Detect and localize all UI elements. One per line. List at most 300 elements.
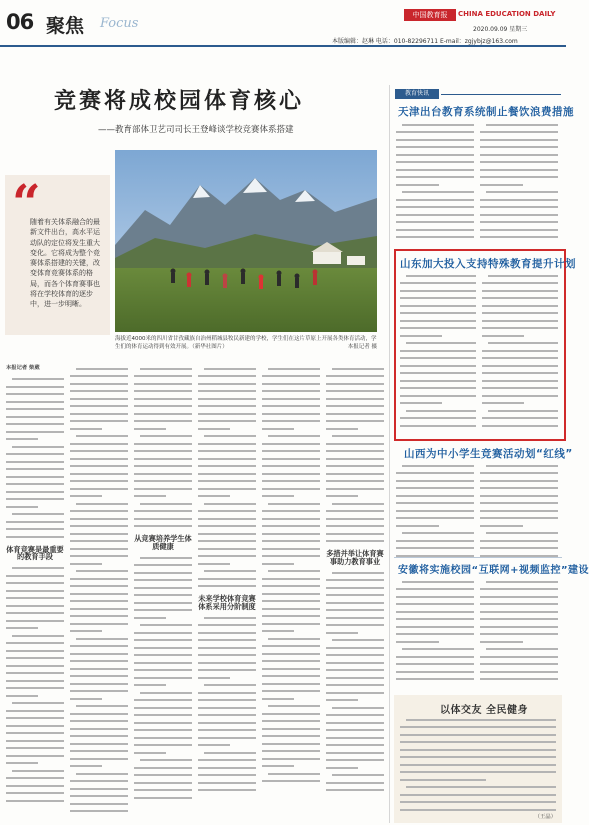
text-line: [262, 725, 320, 733]
text-line: [396, 552, 474, 560]
text-line: [134, 689, 192, 697]
text-line: [326, 727, 384, 735]
text-line: [198, 553, 256, 561]
text-line: [134, 380, 192, 388]
text-line: [326, 584, 384, 592]
text-line: [6, 443, 64, 451]
text-line: [262, 388, 320, 396]
text-line: [326, 644, 384, 652]
feature-title: 以体交友 全民健身: [440, 705, 528, 716]
text-line: [134, 577, 192, 585]
text-line: [134, 727, 192, 735]
text-line: [70, 658, 128, 666]
text-line: [134, 742, 192, 750]
text-line: [396, 593, 474, 601]
text-line: [134, 622, 192, 630]
text-line: [480, 578, 558, 586]
text-line: [70, 583, 128, 591]
text-line: [326, 689, 384, 697]
text-line: [262, 500, 320, 508]
text-line: [6, 511, 64, 519]
text-line: [6, 428, 64, 436]
text-line: [480, 586, 558, 594]
text-line: [400, 295, 476, 303]
text-line: [6, 458, 64, 466]
text-line: [134, 734, 192, 742]
text-line: [396, 226, 474, 234]
text-line: [482, 302, 558, 310]
text-line: [70, 365, 128, 373]
text-line: [396, 530, 474, 538]
text-line: [262, 755, 320, 763]
text-line: [326, 577, 384, 585]
text-line: [6, 722, 64, 730]
text-line: [326, 659, 384, 667]
text-line: [262, 628, 320, 636]
editor-info: 本版编辑：赵琳 电话：010-82296711 E-mail：zgjybjz@163.com: [332, 38, 518, 45]
text-line: [482, 400, 558, 408]
text-line: [70, 688, 128, 696]
news-body-shandong-2: [482, 272, 558, 430]
text-line: [326, 712, 384, 720]
text-line: [70, 740, 128, 748]
text-line: [262, 493, 320, 501]
text-line: [400, 724, 556, 732]
text-line: [6, 782, 64, 790]
text-line: [396, 159, 474, 167]
text-line: [396, 515, 474, 523]
text-line: [70, 440, 128, 448]
text-line: [326, 523, 384, 531]
news-divider: [394, 557, 562, 558]
text-line: [482, 377, 558, 385]
text-line: [70, 403, 128, 411]
text-line: [326, 742, 384, 750]
text-line: [400, 739, 556, 747]
text-line: [70, 710, 128, 718]
text-line: [396, 196, 474, 204]
text-line: [198, 508, 256, 516]
text-line: [198, 380, 256, 388]
text-line: [198, 779, 256, 787]
text-line: [482, 340, 558, 348]
text-line: [134, 779, 192, 787]
text-line: [262, 425, 320, 433]
text-line: [326, 395, 384, 403]
text-line: [198, 500, 256, 508]
text-line: [134, 433, 192, 441]
text-line: [6, 730, 64, 738]
text-line: [134, 682, 192, 690]
text-line: [262, 373, 320, 381]
news-photo: [115, 150, 377, 332]
text-line: [326, 749, 384, 757]
text-line: [134, 704, 192, 712]
text-line: [400, 347, 476, 355]
text-line: [482, 385, 558, 393]
text-line: [396, 676, 474, 684]
article-column-2: [70, 365, 128, 815]
text-line: [262, 770, 320, 778]
text-line: [480, 189, 558, 197]
text-line: [70, 635, 128, 643]
text-line: [134, 388, 192, 396]
text-line: [134, 569, 192, 577]
text-line: [134, 508, 192, 516]
text-line: [6, 737, 64, 745]
text-line: [6, 533, 64, 541]
text-line: [326, 515, 384, 523]
text-line: [6, 640, 64, 648]
text-line: [480, 129, 558, 137]
photo-credit: 本报记者 摄: [347, 343, 377, 350]
text-line: [396, 462, 474, 470]
text-line: [70, 418, 128, 426]
text-line: [262, 703, 320, 711]
text-line: [198, 545, 256, 553]
text-line: [6, 436, 64, 444]
text-line: [262, 575, 320, 583]
text-line: [262, 748, 320, 756]
text-line: [480, 204, 558, 212]
text-line: [480, 552, 558, 560]
text-line: [400, 340, 476, 348]
text-line: [198, 734, 256, 742]
section-title: 聚焦: [46, 15, 85, 37]
text-line: [326, 614, 384, 622]
text-line: [262, 740, 320, 748]
text-line: [262, 635, 320, 643]
text-line: [396, 144, 474, 152]
text-line: [480, 477, 558, 485]
text-line: [262, 403, 320, 411]
text-line: [262, 718, 320, 726]
text-line: [70, 643, 128, 651]
text-line: [480, 623, 558, 631]
text-line: [198, 448, 256, 456]
text-line: [482, 370, 558, 378]
text-line: [262, 530, 320, 538]
paper-logo: 中国教育报: [404, 9, 456, 21]
news-title-tianjin: 天津出台教育系统制止餐饮浪费措施: [398, 106, 574, 118]
news-body-shanxi-2: [480, 462, 558, 560]
text-line: [326, 719, 384, 727]
text-line: [480, 234, 558, 242]
article-column-4: [198, 365, 256, 794]
text-line: [482, 392, 558, 400]
text-line: [262, 538, 320, 546]
text-line: [480, 196, 558, 204]
text-line: [480, 174, 558, 182]
text-line: [262, 688, 320, 696]
text-line: [262, 515, 320, 523]
text-line: [6, 760, 64, 768]
text-line: [482, 332, 558, 340]
text-line: [480, 500, 558, 508]
text-line: [134, 637, 192, 645]
text-line: [70, 410, 128, 418]
article-column-5: [262, 365, 320, 785]
text-line: [6, 632, 64, 640]
text-line: [70, 433, 128, 441]
text-line: [400, 799, 556, 807]
text-line: [480, 530, 558, 538]
text-line: [262, 598, 320, 606]
text-line: [6, 797, 64, 805]
news-body-anhui-2: [480, 578, 558, 683]
news-brief-rule: [441, 94, 561, 95]
text-line: [480, 608, 558, 616]
text-line: [396, 661, 474, 669]
text-line: [396, 507, 474, 515]
text-line: [326, 607, 384, 615]
text-line: [198, 742, 256, 750]
text-line: [480, 226, 558, 234]
text-line: [480, 492, 558, 500]
text-line: [70, 613, 128, 621]
text-line: [326, 425, 384, 433]
text-line: [70, 463, 128, 471]
text-line: [198, 719, 256, 727]
text-line: [326, 455, 384, 463]
text-line: [198, 440, 256, 448]
text-line: [70, 718, 128, 726]
text-line: [198, 583, 256, 591]
text-line: [6, 503, 64, 511]
text-line: [134, 470, 192, 478]
text-line: [262, 680, 320, 688]
text-line: [70, 785, 128, 793]
text-line: [198, 388, 256, 396]
text-line: [6, 670, 64, 678]
text-line: [396, 586, 474, 594]
text-line: [70, 545, 128, 553]
text-line: [400, 422, 476, 430]
text-line: [482, 310, 558, 318]
text-line: [198, 637, 256, 645]
text-line: [6, 391, 64, 399]
text-line: [262, 560, 320, 568]
text-line: [326, 478, 384, 486]
text-line: [198, 682, 256, 690]
text-line: [198, 674, 256, 682]
text-line: [396, 578, 474, 586]
text-line: [482, 287, 558, 295]
news-body-shandong-1: [400, 272, 476, 430]
text-line: [134, 554, 192, 562]
main-headline: 竞赛将成校园体育核心: [54, 88, 305, 114]
text-line: [326, 697, 384, 705]
text-line: [198, 659, 256, 667]
text-line: [480, 522, 558, 530]
text-line: [198, 365, 256, 373]
text-line: [480, 616, 558, 624]
text-line: [400, 761, 556, 769]
text-line: [70, 680, 128, 688]
text-line: [326, 599, 384, 607]
text-line: [480, 676, 558, 684]
text-line: [70, 380, 128, 388]
text-line: [6, 565, 64, 573]
text-line: [400, 362, 476, 370]
text-line: [70, 538, 128, 546]
text-line: [6, 398, 64, 406]
text-line: [198, 395, 256, 403]
text-line: [134, 448, 192, 456]
text-line: [326, 418, 384, 426]
text-line: [134, 719, 192, 727]
text-line: [6, 451, 64, 459]
text-line: [400, 791, 556, 799]
text-line: [326, 652, 384, 660]
text-line: [400, 272, 476, 280]
text-line: [198, 455, 256, 463]
text-line: [262, 733, 320, 741]
text-line: [134, 373, 192, 381]
text-line: [6, 602, 64, 610]
text-line: [198, 463, 256, 471]
text-line: [70, 470, 128, 478]
text-line: [70, 478, 128, 486]
text-line: [6, 595, 64, 603]
text-line: [396, 623, 474, 631]
text-line: [480, 470, 558, 478]
text-line: [198, 523, 256, 531]
text-line: [326, 530, 384, 538]
text-line: [326, 764, 384, 772]
text-line: [262, 613, 320, 621]
text-line: [70, 590, 128, 598]
text-line: [262, 485, 320, 493]
text-line: [326, 500, 384, 508]
text-line: [6, 610, 64, 618]
text-line: [70, 748, 128, 756]
text-line: [396, 211, 474, 219]
text-line: [198, 712, 256, 720]
text-line: [198, 629, 256, 637]
issue-date: 2020.09.09 星期三: [473, 26, 528, 33]
text-line: [6, 625, 64, 633]
text-line: [400, 400, 476, 408]
text-line: [482, 362, 558, 370]
text-line: [396, 151, 474, 159]
text-line: [134, 697, 192, 705]
article-column-6: [326, 365, 384, 794]
text-line: [70, 733, 128, 741]
text-line: [6, 413, 64, 421]
section-heading-4: 多措并举让体育赛事助力教育事业: [326, 549, 384, 566]
text-line: [134, 652, 192, 660]
text-line: [198, 644, 256, 652]
text-line: [134, 592, 192, 600]
text-line: [262, 710, 320, 718]
text-line: [70, 695, 128, 703]
text-line: [70, 485, 128, 493]
text-line: [262, 590, 320, 598]
text-line: [6, 526, 64, 534]
text-line: [134, 644, 192, 652]
text-line: [326, 734, 384, 742]
text-line: [480, 631, 558, 639]
text-line: [198, 697, 256, 705]
text-line: [6, 617, 64, 625]
text-line: [198, 652, 256, 660]
text-line: [134, 493, 192, 501]
text-line: [326, 772, 384, 780]
news-title-anhui: 安徽将实施校园“互联网+视频监控”建设: [398, 565, 589, 576]
text-line: [198, 560, 256, 568]
text-line: [198, 704, 256, 712]
text-line: [70, 515, 128, 523]
text-line: [480, 653, 558, 661]
text-line: [134, 523, 192, 531]
text-line: [70, 425, 128, 433]
text-line: [198, 757, 256, 765]
text-line: [198, 622, 256, 630]
text-line: [396, 668, 474, 676]
text-line: [6, 647, 64, 655]
news-body-anhui-1: [396, 578, 474, 683]
text-line: [198, 787, 256, 795]
text-line: [400, 776, 556, 784]
text-line: [396, 204, 474, 212]
text-line: [326, 538, 384, 546]
text-line: [70, 703, 128, 711]
text-line: [134, 440, 192, 448]
text-line: [400, 370, 476, 378]
text-line: [6, 775, 64, 783]
text-line: [400, 385, 476, 393]
text-line: [198, 530, 256, 538]
text-line: [262, 448, 320, 456]
text-line: [70, 793, 128, 801]
text-line: [198, 410, 256, 418]
text-line: [198, 667, 256, 675]
text-line: [134, 403, 192, 411]
news-body-tianjin-1: [396, 121, 474, 241]
text-line: [262, 643, 320, 651]
text-line: [482, 422, 558, 430]
text-line: [198, 764, 256, 772]
text-line: [480, 166, 558, 174]
text-line: [134, 764, 192, 772]
text-line: [326, 682, 384, 690]
text-line: [6, 767, 64, 775]
news-brief-tag: 教育快讯: [395, 89, 439, 99]
text-line: [198, 418, 256, 426]
text-line: [134, 787, 192, 795]
text-line: [134, 794, 192, 802]
text-line: [262, 673, 320, 681]
article-column-3: [134, 365, 192, 802]
text-line: [6, 580, 64, 588]
text-line: [70, 373, 128, 381]
text-line: [262, 380, 320, 388]
text-line: [70, 650, 128, 658]
column-divider: [389, 85, 390, 823]
text-line: [198, 515, 256, 523]
text-line: [400, 377, 476, 385]
text-line: [396, 522, 474, 530]
text-line: [396, 653, 474, 661]
text-line: [70, 493, 128, 501]
text-line: [480, 462, 558, 470]
text-line: [262, 568, 320, 576]
text-line: [70, 553, 128, 561]
text-line: [262, 463, 320, 471]
text-line: [70, 560, 128, 568]
text-line: [70, 673, 128, 681]
